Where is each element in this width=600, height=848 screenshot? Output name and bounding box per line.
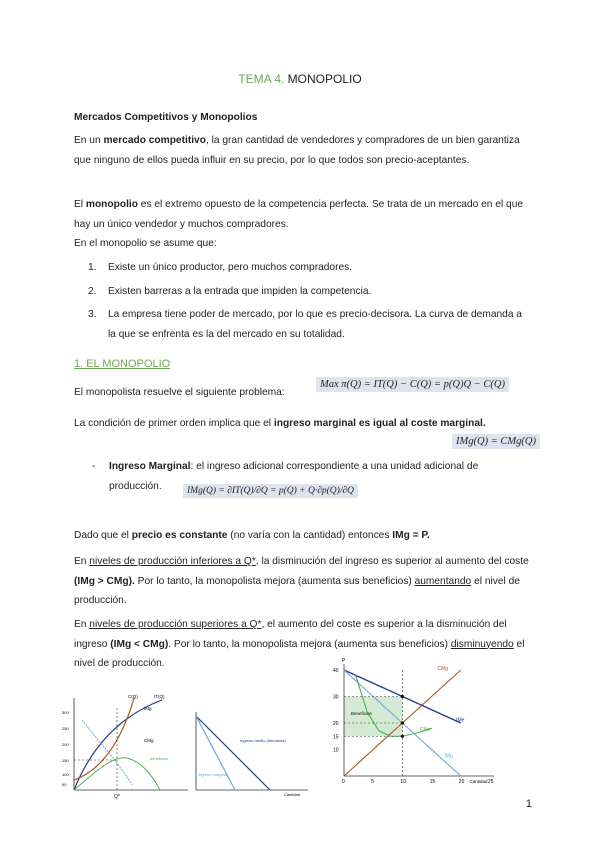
list-item: 1. Existe un único productor, pero muchos compradores. — [88, 262, 353, 273]
marginal-revenue-formula: IMg(Q) = ∂IT(Q)/∂Q = p(Q) + Q·∂p(Q)/∂Q — [183, 484, 358, 498]
list-item: 3. La empresa tiene poder de mercado, por lo que es precio-decisora. La curva de demanda a la que se enfrenta es la del mercado en su totalidad. — [88, 309, 522, 340]
page-title: TEMA 4. MONOPOLIO — [238, 72, 362, 86]
equilibrium-point — [401, 721, 404, 724]
tick-label: 300 — [62, 710, 69, 715]
label-q-star: Q* — [114, 794, 120, 800]
average-revenue-line — [196, 716, 270, 790]
section-1-heading: 1. EL MONOPOLIO — [74, 358, 171, 370]
label-quantity: Cantidad — [284, 792, 301, 797]
assumptions-list — [74, 258, 530, 344]
equilibrium-point — [401, 695, 404, 698]
label-marginal-revenue: Ingreso marginal — [198, 772, 228, 777]
x-tick-label: 5 — [371, 779, 374, 785]
revenue-curve — [74, 700, 162, 790]
y-tick-label: 15 — [333, 734, 339, 741]
y-tick-label: 10 — [333, 747, 339, 754]
x-tick-label: 25 — [488, 779, 494, 785]
label-cq: C(Q) — [128, 694, 138, 699]
img-cmg-formula: IMg(Q) = CMg(Q) — [452, 434, 540, 449]
x-axis-label: Cantidad — [469, 779, 488, 784]
paragraph-constant-price: Dado que el precio es constante (no varía con la cantidad) entonces IMg = P. — [74, 530, 430, 541]
marginal-revenue-definition: - Ingreso Marginal: el ingreso adicional correspondiente a una unidad adicional de producción. — [92, 461, 479, 492]
paragraph-competitive: En un mercado competitivo, la gran cantidad de vendedores y compradores de un bien garantiza que ninguno de ellos pueda influir en su precio, por lo que todos son precio-aceptantes. — [74, 135, 520, 166]
y-axis-label: P — [342, 658, 346, 664]
paragraph-higher-output: En niveles de producción superiores a Q*, el aumento del coste es superior a la disminución del ingreso (IMg < CMg). Por lo tanto, la monopolista mejora (aumenta sus beneficios) disminuyendo el nivel de producción. — [74, 619, 525, 669]
problem-text: El monopolista resuelve el siguiente problema: — [74, 387, 285, 398]
y-tick-label: 20 — [333, 721, 339, 727]
label-it: IT(Q) — [154, 694, 165, 699]
tick-label: 200 — [62, 742, 69, 747]
label-profit: beneficios — [150, 756, 169, 761]
monopoly-chart — [330, 658, 500, 788]
annotation-img: IMg — [444, 753, 453, 760]
x-tick-label: 0 — [342, 779, 345, 785]
paragraph-monopoly: El monopolio es el extremo opuesto de la competencia perfecta. Se trata de un mercado en el que hay un único vendedor y muchos compradores. En el monopolio se asume que: — [74, 199, 524, 249]
list-item: 2. Existen barreras a la entrada que impiden la competencia. — [88, 285, 372, 297]
annotation-beneficios: Beneficios — [351, 711, 372, 717]
x-tick-label: 10 — [400, 779, 406, 785]
y-tick-label: 30 — [333, 694, 339, 701]
y-tick-label: 40 — [333, 668, 339, 674]
annotation-cme: CMe — [419, 726, 431, 733]
page-number: 1 — [525, 798, 532, 810]
x-tick-label: 20 — [458, 779, 465, 785]
tick-label: 150 — [62, 758, 69, 763]
tick-label: 50 — [62, 782, 67, 787]
label-demand: Ingreso medio (demanda) — [240, 738, 286, 743]
equilibrium-point — [401, 735, 404, 738]
demand-chart — [190, 710, 310, 800]
annotation-ime: IMe — [456, 717, 465, 724]
marginal-revenue-curve — [82, 720, 132, 785]
section-heading: Mercados Competitivos y Monopolios — [74, 112, 258, 123]
profit-formula: Max π(Q) = IT(Q) − C(Q) = p(Q)Q − C(Q) — [316, 377, 509, 392]
label-cmg: CMg — [144, 738, 154, 743]
revenue-cost-chart — [62, 690, 192, 802]
annotation-cmg: CMg — [437, 666, 449, 672]
x-tick-label: 15 — [429, 779, 436, 785]
paragraph-lower-output: En niveles de producción inferiores a Q*, la disminución del ingreso es superior al aumento del coste (IMg > CMg). Por lo tanto, la monopolista mejora (aumenta sus beneficios) aumentando el nivel de producción. — [74, 556, 529, 606]
tick-label: 250 — [62, 726, 69, 731]
marginal-revenue-line — [196, 716, 235, 790]
first-order-condition: La condición de primer orden implica que el ingreso marginal es igual al coste marginal. — [74, 418, 486, 429]
label-img: IMg — [144, 706, 152, 711]
tick-label: 100 — [62, 772, 69, 777]
